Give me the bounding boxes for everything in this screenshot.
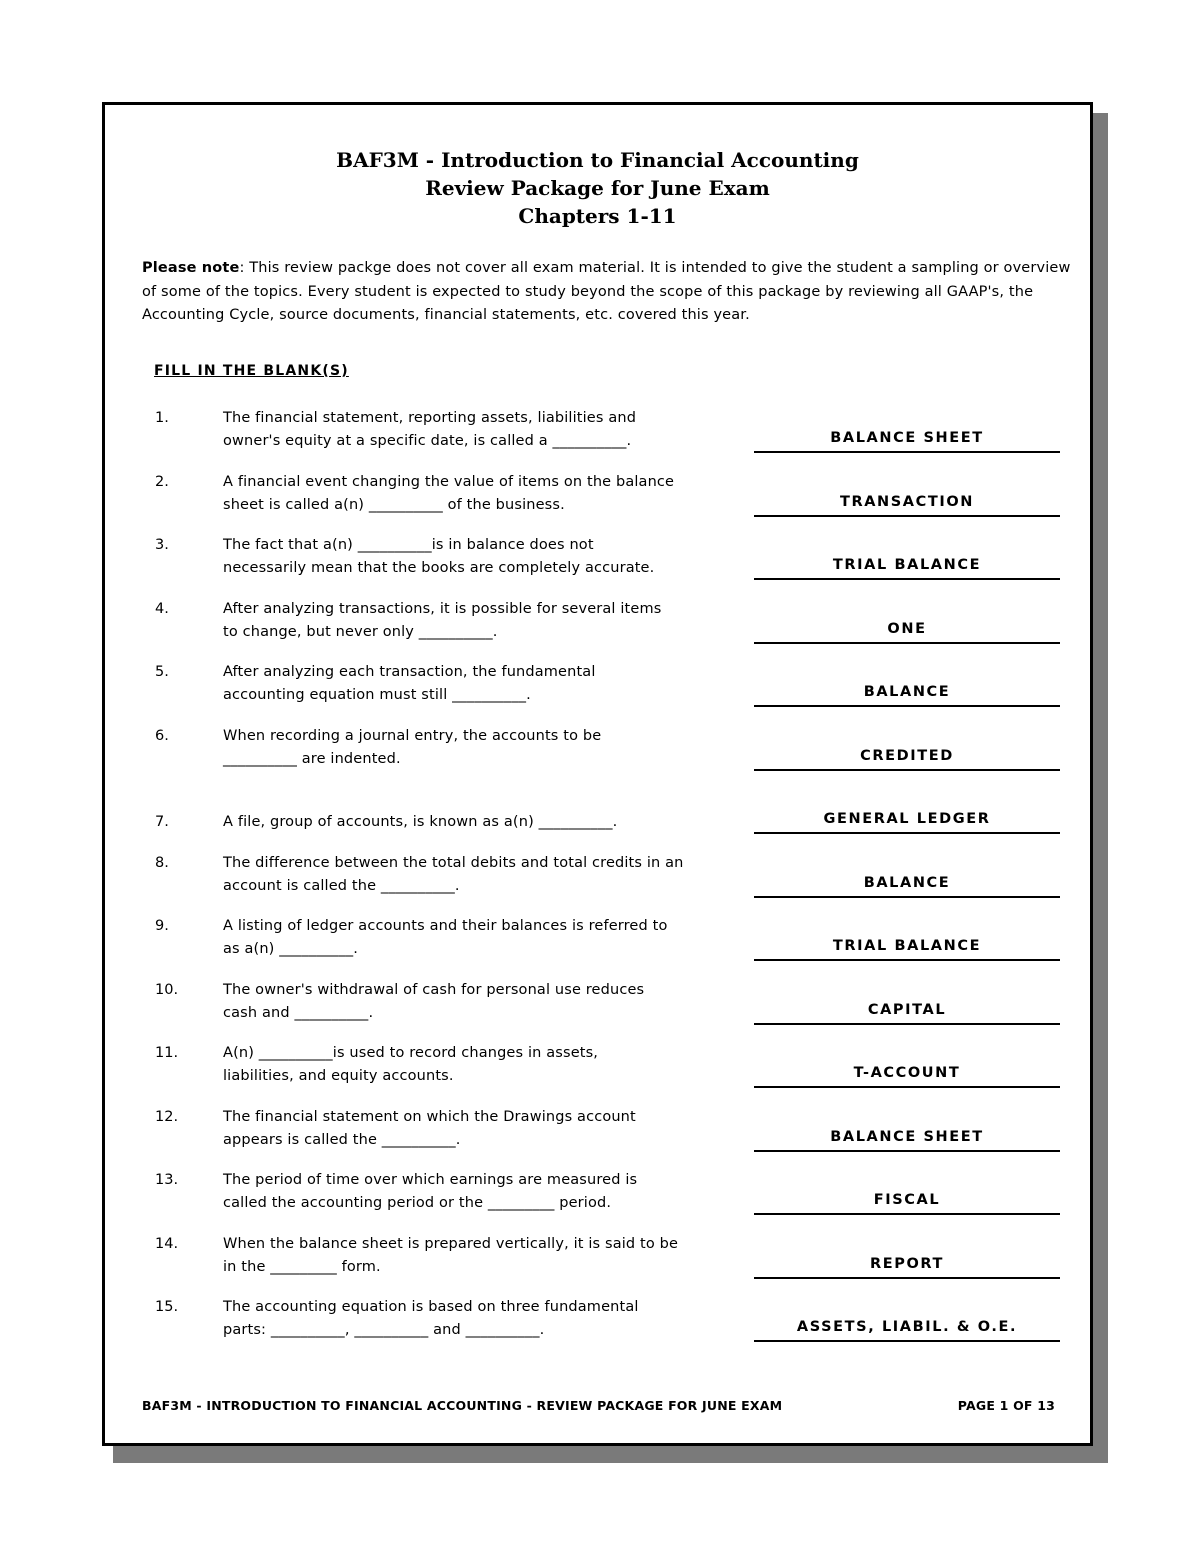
answer-underline: [754, 959, 1060, 961]
answer-text: TRANSACTION: [839, 493, 975, 510]
question-text: [223, 471, 723, 517]
question-item: [105, 725, 1090, 785]
answer-text: REPORT: [869, 1255, 945, 1272]
question-line-2: appears is called the __________.: [223, 1131, 461, 1148]
question-text: [223, 1042, 723, 1088]
section-heading: FILL IN THE BLANK(S): [154, 363, 349, 379]
question-number: 15.: [155, 1299, 179, 1315]
answer-text: BALANCE SHEET: [830, 1128, 984, 1145]
question-number: 7.: [155, 814, 169, 830]
question-item: [105, 471, 1090, 531]
note-label: Please note: [142, 260, 240, 276]
answer-underline: [754, 1150, 1060, 1152]
question-line-2: as a(n) __________.: [223, 941, 359, 957]
question-number: 5.: [155, 664, 169, 680]
question-item: [105, 1106, 1090, 1166]
question-text: [223, 407, 723, 453]
question-number: 6.: [155, 727, 169, 744]
question-number: 4.: [155, 600, 169, 617]
question-line-1: The difference between the total debits and total credits in an: [223, 854, 684, 871]
question-line-1: The accounting equation is based on three fundamental: [223, 1299, 639, 1315]
answer-text: T-ACCOUNT: [853, 1065, 961, 1081]
question-number: 9.: [155, 918, 169, 934]
answer-text: BALANCE SHEET: [830, 430, 984, 446]
question-item: [105, 534, 1090, 594]
question-line-1: After analyzing transactions, it is possible for several items: [223, 600, 662, 617]
question-line-1: The owner's withdrawal of cash for personal use reduces: [223, 981, 645, 998]
question-line-1: The fact that a(n) __________is in balance does not: [223, 537, 594, 553]
question-line-1: When the balance sheet is prepared vertically, it is said to be: [223, 1235, 679, 1252]
document-title: [105, 146, 1090, 230]
answer-text: TRIAL BALANCE: [832, 557, 982, 573]
answer-underline: [754, 769, 1060, 771]
question-text: [223, 788, 723, 834]
question-number: 3.: [155, 537, 169, 553]
question-number: 2.: [155, 473, 169, 490]
question-item: [105, 598, 1090, 658]
question-item: [105, 661, 1090, 721]
title-line-3: Chapters 1-11: [518, 204, 677, 228]
question-line-2: to change, but never only __________.: [223, 623, 498, 640]
answer-underline: [754, 1086, 1060, 1088]
title-line-1: BAF3M - Introduction to Financial Accounting: [336, 148, 859, 172]
question-text: [223, 661, 723, 707]
question-number: 12.: [155, 1108, 179, 1125]
question-line-1: [223, 788, 723, 811]
question-line-2: A file, group of accounts, is known as a(n) __________.: [223, 814, 618, 830]
answer-underline: [754, 1213, 1060, 1215]
answer-text: ONE: [887, 620, 927, 637]
question-text: [223, 915, 723, 961]
question-line-2: __________ are indented.: [223, 750, 401, 767]
question-number: 14.: [155, 1235, 179, 1252]
question-number: 10.: [155, 981, 179, 998]
question-text: [223, 1169, 723, 1215]
question-item: [105, 1296, 1090, 1356]
answer-text: BALANCE: [863, 874, 951, 891]
answer-underline: [754, 705, 1060, 707]
question-line-1: The period of time over which earnings are measured is: [223, 1172, 638, 1188]
note-text: : This review packge does not cover all exam material. It is intended to give the student a sampling or overview of some of the topics. Every student is expected to study beyond the scope of this package by reviewing all GAAP's, the Accounting Cycle, source documents, financial statements, etc. covered this year.: [142, 260, 1071, 323]
answer-text: GENERAL LEDGER: [823, 811, 991, 827]
answer-underline: [754, 896, 1060, 898]
answer-underline: [754, 832, 1060, 834]
review-note: [142, 257, 1072, 328]
question-number: 1.: [155, 410, 169, 426]
question-number: 13.: [155, 1172, 179, 1188]
answer-text: ASSETS, LIABIL. & O.E.: [796, 1319, 1018, 1335]
question-line-2: owner's equity at a specific date, is called a __________.: [223, 433, 632, 449]
question-item: [105, 1169, 1090, 1229]
answer-underline: [754, 578, 1060, 580]
answer-underline: [754, 451, 1060, 453]
question-item: [105, 1233, 1090, 1293]
question-line-1: The financial statement on which the Drawings account: [223, 1108, 636, 1125]
answer-underline: [754, 1340, 1060, 1342]
question-item: [105, 407, 1090, 467]
answer-text: FISCAL: [873, 1192, 941, 1208]
answer-text: BALANCE: [863, 684, 951, 700]
question-line-1: The financial statement, reporting assets, liabilities and: [223, 410, 637, 426]
question-text: [223, 852, 723, 898]
question-line-1: When recording a journal entry, the accounts to be: [223, 727, 602, 744]
question-item: [105, 915, 1090, 975]
question-text: [223, 1296, 723, 1342]
title-line-2: Review Package for June Exam: [425, 176, 770, 200]
question-line-2: account is called the __________.: [223, 877, 460, 894]
page-number: PAGE 1 OF 13: [957, 1398, 1055, 1413]
question-line-2: sheet is called a(n) __________ of the business.: [223, 496, 565, 513]
question-line-2: necessarily mean that the books are completely accurate.: [223, 560, 655, 576]
question-line-2: liabilities, and equity accounts.: [223, 1068, 454, 1084]
question-number: 8.: [155, 854, 169, 871]
question-line-2: accounting equation must still __________.: [223, 687, 531, 703]
question-number: 11.: [155, 1045, 179, 1061]
question-text: [223, 534, 723, 580]
question-text: [223, 725, 723, 771]
document-page: [102, 102, 1093, 1446]
question-item: [105, 979, 1090, 1039]
question-line-2: parts: __________, __________ and __________.: [223, 1322, 545, 1338]
question-line-1: A financial event changing the value of items on the balance: [223, 473, 675, 490]
question-line-1: A listing of ledger accounts and their balances is referred to: [223, 918, 668, 934]
answer-text: CREDITED: [860, 747, 954, 764]
answer-underline: [754, 515, 1060, 517]
question-line-2: called the accounting period or the _________ period.: [223, 1195, 612, 1211]
answer-underline: [754, 1023, 1060, 1025]
question-text: [223, 1106, 723, 1152]
question-line-2: cash and __________.: [223, 1004, 374, 1021]
answer-underline: [754, 1277, 1060, 1279]
answer-text: TRIAL BALANCE: [832, 938, 982, 954]
question-item: [105, 788, 1090, 848]
question-text: [223, 1233, 723, 1279]
answer-text: CAPITAL: [867, 1001, 947, 1018]
question-text: [223, 979, 723, 1025]
question-item: [105, 852, 1090, 912]
question-line-1: After analyzing each transaction, the fundamental: [223, 664, 596, 680]
footer-title: BAF3M - INTRODUCTION TO FINANCIAL ACCOUNTING - REVIEW PACKAGE FOR JUNE EXAM: [142, 1398, 783, 1413]
question-text: [223, 598, 723, 644]
answer-underline: [754, 642, 1060, 644]
question-line-2: in the _________ form.: [223, 1258, 381, 1275]
question-item: [105, 1042, 1090, 1102]
question-line-1: A(n) __________is used to record changes in assets,: [223, 1045, 599, 1061]
